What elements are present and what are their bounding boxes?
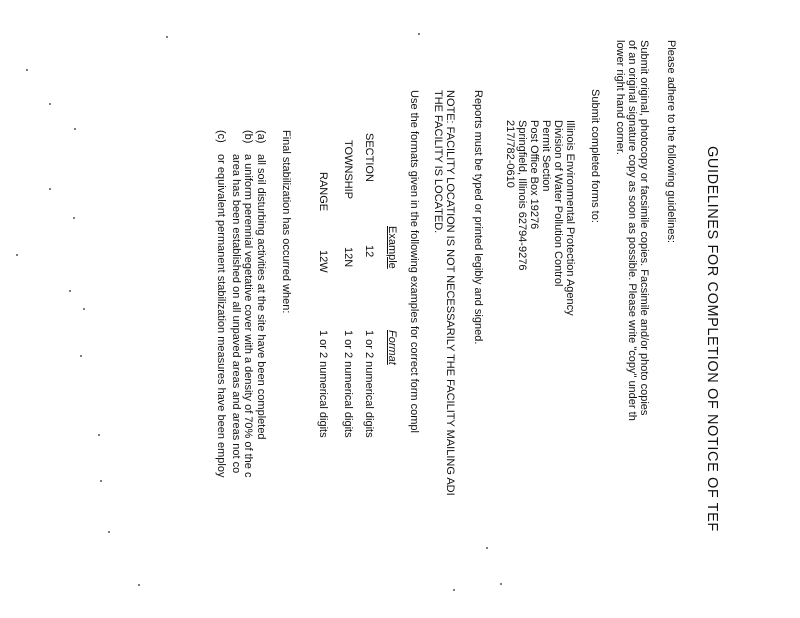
scan-speck bbox=[69, 290, 71, 292]
scan-speck bbox=[100, 480, 102, 482]
item-a-mark: (a) bbox=[255, 130, 267, 144]
row-example-range: 12W bbox=[317, 250, 329, 273]
document-title: GUIDELINES FOR COMPLETION OF NOTICE OF TEF bbox=[704, 146, 720, 532]
scan-speck bbox=[500, 583, 502, 585]
address-line-2: Division of Water Pollution Control bbox=[552, 120, 564, 287]
address-line-5: Springfield, Illinois 62794-9276 bbox=[516, 120, 528, 271]
scan-speck bbox=[98, 434, 100, 436]
location-note-line-2: THE FACILITY IS LOCATED. bbox=[432, 90, 444, 234]
item-b-mark: (b) bbox=[242, 130, 254, 144]
submit-paragraph-line-1: Submit original, photocopy or facsimile copies. Facsimile and/or photo copies bbox=[638, 40, 650, 416]
row-example-township: 12N bbox=[342, 247, 354, 268]
submit-paragraph-line-3: lower right hand corner. bbox=[614, 40, 626, 155]
scan-speck bbox=[49, 103, 51, 105]
row-label-section: SECTION bbox=[363, 133, 375, 182]
address-line-6: 217/782-0610 bbox=[504, 120, 516, 188]
item-b-line-2: area has been established on all unpaved areas and areas not co bbox=[230, 154, 242, 474]
address-line-4: Post Office Box 19276 bbox=[528, 120, 540, 230]
scan-speck bbox=[453, 589, 455, 591]
scan-speck bbox=[26, 69, 28, 71]
address-line-1: Illinois Environmental Protection Agency bbox=[564, 120, 576, 316]
scan-speck bbox=[486, 547, 488, 549]
scan-speck bbox=[418, 33, 420, 35]
format-header: Format bbox=[386, 330, 398, 365]
example-header: Example bbox=[386, 226, 398, 269]
location-note-line-1: NOTE: FACILITY LOCATION IS NOT NECESSARILY THE FACILITY MAILING ADI bbox=[444, 90, 456, 496]
scan-speck bbox=[80, 355, 82, 357]
format-intro: Use the formats given in the following examples for correct form compl bbox=[408, 90, 420, 433]
item-a-line-1: all soil disturbing activities at the site have been completed bbox=[255, 154, 267, 440]
row-format-township: 1 or 2 numerical digits bbox=[342, 330, 354, 438]
row-example-section: 12 bbox=[363, 245, 375, 258]
item-c-mark: (c) bbox=[215, 130, 227, 143]
scan-speck bbox=[166, 36, 168, 38]
row-format-section: 1 or 2 numerical digits bbox=[363, 330, 375, 438]
typed-note: Reports must be typed or printed legibly and signed. bbox=[472, 90, 484, 345]
scan-speck bbox=[83, 308, 85, 310]
scan-speck bbox=[16, 254, 18, 256]
scan-speck bbox=[49, 188, 51, 190]
final-stabilization-intro: Final stabilization has occurred when: bbox=[280, 130, 292, 314]
row-label-range: RANGE bbox=[317, 172, 329, 212]
item-b-line-1: a uniform perennial vegetative cover with a density of 70% of the c bbox=[242, 154, 254, 478]
address-line-3: Permit Section bbox=[540, 120, 552, 192]
scan-speck bbox=[108, 531, 110, 533]
intro-line: Please adhere to the following guidelines: bbox=[665, 40, 677, 244]
item-c-line-1: or equivalent permanent stabilization measures have been employ bbox=[215, 154, 227, 478]
submit-paragraph-line-2: of an original signature copy as soon as possible. Please write "copy" under th bbox=[626, 40, 638, 421]
submit-to-line: Submit completed forms to: bbox=[589, 89, 601, 223]
scan-speck bbox=[138, 584, 140, 586]
row-label-township: TOWNSHIP bbox=[342, 140, 354, 200]
scan-speck bbox=[73, 217, 75, 219]
scan-speck bbox=[74, 128, 76, 130]
row-format-range: 1 or 2 numerical digits bbox=[317, 330, 329, 438]
